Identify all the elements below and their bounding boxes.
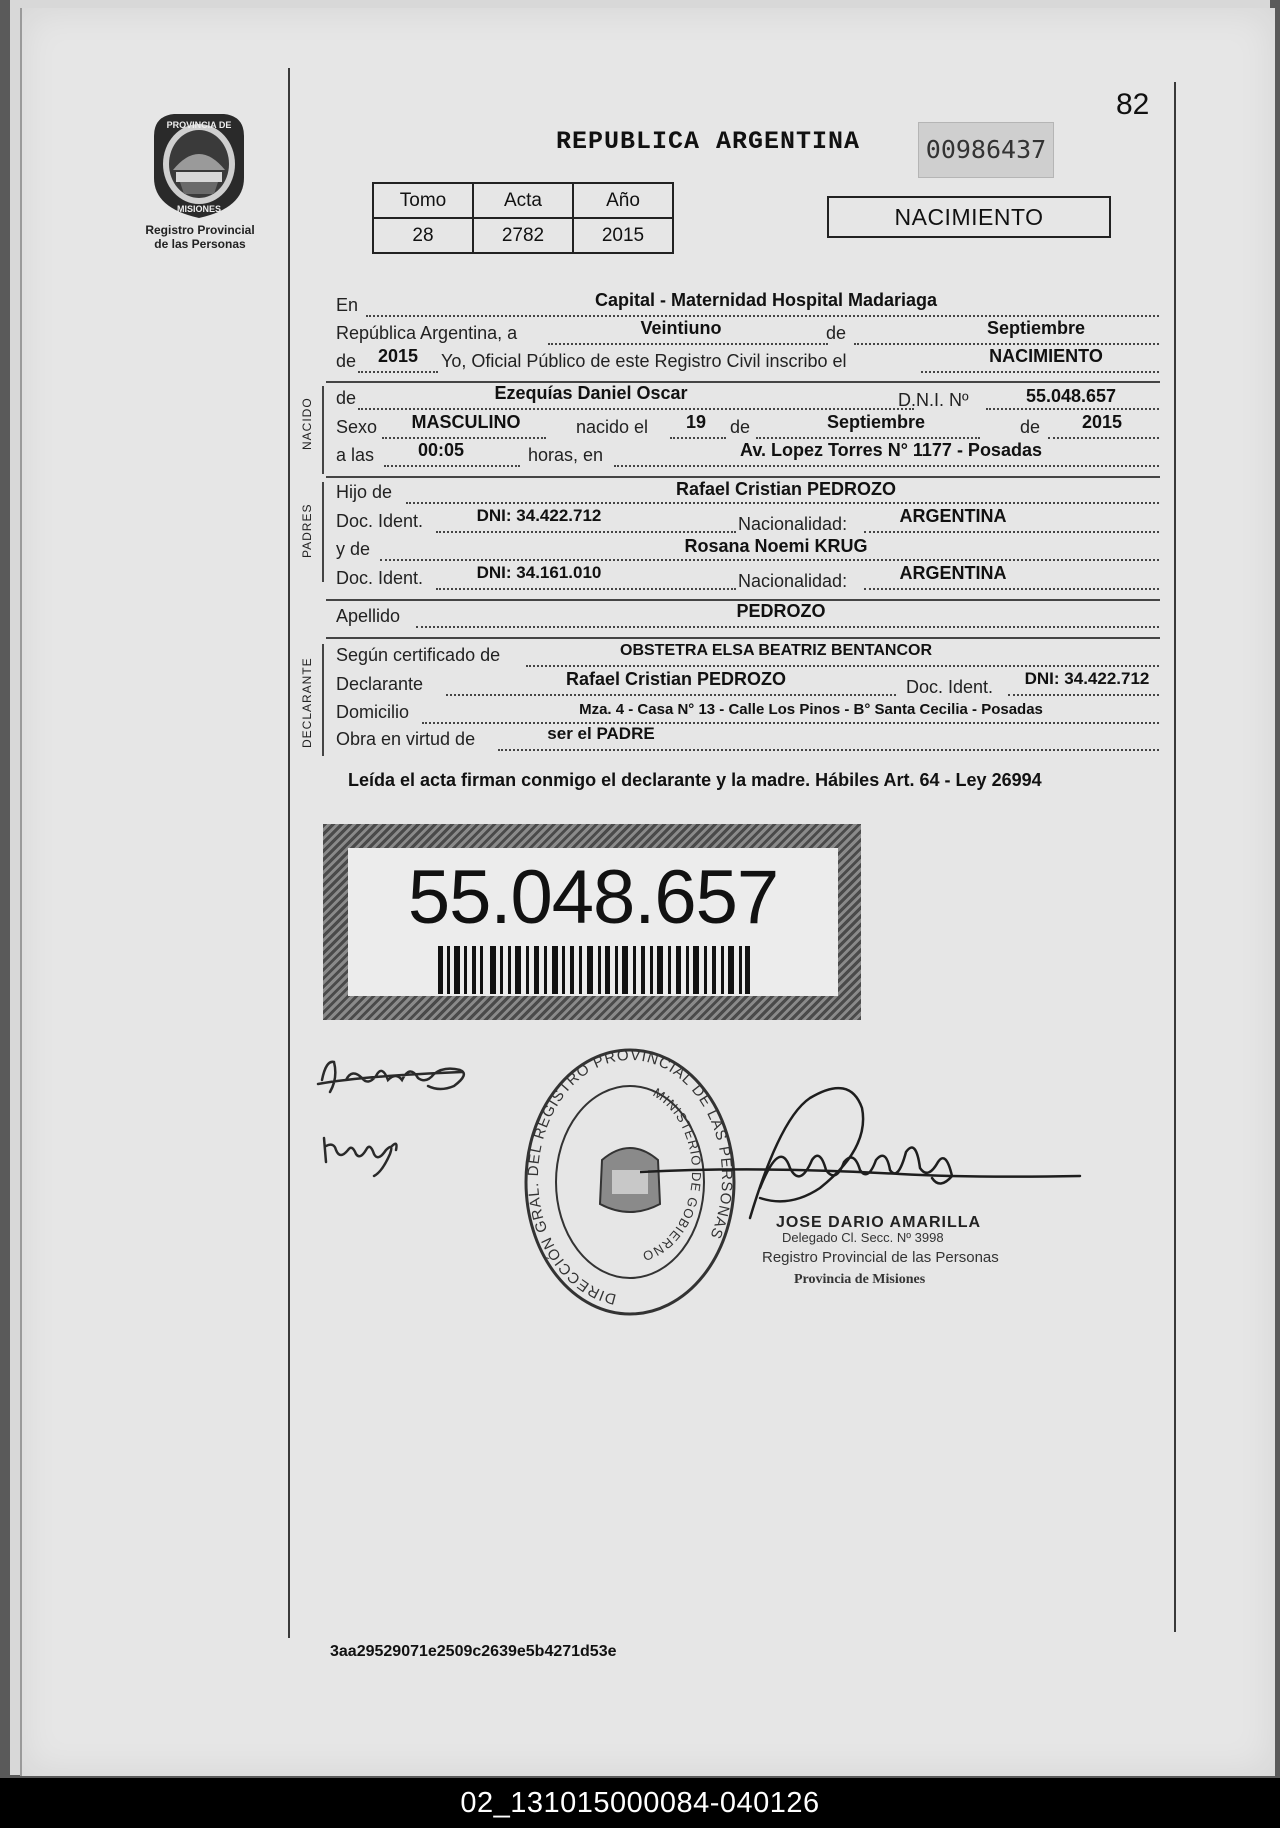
label-de2: de <box>336 351 357 371</box>
dotted-line <box>986 408 1159 410</box>
record-type-box: NACIMIENTO <box>827 196 1111 238</box>
value-padre-doc: DNI: 34.422.712 <box>476 506 602 525</box>
label-segun: Según certificado de <box>336 645 501 665</box>
logo-caption-line-2: de las Personas <box>154 237 246 251</box>
logo-caption <box>130 223 270 251</box>
row-oficial <box>336 346 1159 377</box>
dotted-line <box>854 343 1159 345</box>
label-de: de <box>826 323 847 343</box>
label-oficial: Yo, Oficial Público de este Registro Civil inscribo el <box>441 351 847 371</box>
dni-stamp <box>323 824 861 1020</box>
value-padre: Rafael Cristian PEDROZO <box>675 479 897 499</box>
row-madre-doc <box>336 563 1159 594</box>
section-label-padres: PADRES <box>300 503 314 558</box>
label-apellido: Apellido <box>336 606 401 626</box>
seal-outer-text: DIRECCIÓN GRAL. DEL REGISTRO PROVINCIAL DE LAS PERSONAS <box>524 1046 736 1308</box>
value-declarante: Rafael Cristian PEDROZO <box>565 669 787 689</box>
signatures-left <box>312 1050 482 1180</box>
value-madre: Rosana Noemi KRUG <box>684 536 868 556</box>
value-nacido-mes: Septiembre <box>826 412 926 432</box>
record-table-value-acta: 2782 <box>473 218 573 253</box>
label-horas-en: horas, en <box>528 445 604 465</box>
label-nacido-el: nacido el <box>576 417 649 437</box>
dotted-line <box>1008 694 1159 696</box>
officer-org: Registro Provincial de las Personas <box>762 1249 999 1266</box>
value-apellido: PEDROZO <box>736 601 826 621</box>
right-margin-line <box>1174 82 1176 1632</box>
dotted-line <box>446 694 896 696</box>
left-margin-line <box>288 68 290 1638</box>
file-name-footer: 02_131015000084-040126 <box>0 1778 1280 1828</box>
section-label-nacido: NACIDO <box>300 397 314 450</box>
value-direccion: Av. Lopez Torres N° 1177 - Posadas <box>740 440 1042 460</box>
value-mes: Septiembre <box>986 318 1086 338</box>
value-lugar: Capital - Maternidad Hospital Madariaga <box>594 290 938 310</box>
record-table-value-anio: 2015 <box>573 218 673 253</box>
value-nacido-anio: 2015 <box>1081 412 1123 432</box>
record-table-header-row <box>373 183 673 218</box>
dotted-line <box>1048 437 1159 439</box>
section-bar-nacido <box>322 386 324 474</box>
dotted-line <box>614 465 1159 467</box>
logo-caption-line-1: Registro Provincial <box>145 223 255 237</box>
dotted-line <box>526 665 1159 667</box>
dotted-line <box>358 371 438 373</box>
value-nombre: Ezequías Daniel Oscar <box>494 383 688 403</box>
label-sexo: Sexo <box>336 417 378 437</box>
value-madre-doc: DNI: 34.161.010 <box>476 563 602 582</box>
value-certificado: OBSTETRA ELSA BEATRIZ BENTANCOR <box>620 642 932 659</box>
dotted-line <box>436 588 736 590</box>
seal-inner-text: MINISTERIO DE GOBIERNO <box>639 1084 705 1265</box>
record-table-value-row <box>373 218 673 253</box>
label-de-nacido: de <box>336 388 357 408</box>
row-padre-doc <box>336 506 1159 537</box>
dotted-line <box>384 465 520 467</box>
dotted-line <box>358 408 914 410</box>
label-dni-no: D.N.I. Nº <box>898 390 969 410</box>
dotted-line <box>864 588 1159 590</box>
row-apellido <box>336 601 1159 632</box>
section-label-declarante: DECLARANTE <box>300 657 314 748</box>
dotted-line <box>670 437 726 439</box>
row-hora <box>336 440 1159 471</box>
row-y-de <box>336 536 1159 565</box>
signature-1-icon <box>318 1062 464 1092</box>
value-domicilio: Mza. 4 - Casa N° 13 - Calle Los Pinos - B° Santa Cecilia - Posadas <box>579 701 1043 718</box>
dotted-line <box>864 531 1159 533</box>
value-declarante-doc: DNI: 34.422.712 <box>1024 669 1150 688</box>
value-padre-nac: ARGENTINA <box>899 506 1007 526</box>
closing-text: Leída el acta firman conmigo el declarante y la madre. Hábiles Art. 64 - Ley 26994 <box>348 770 1042 790</box>
value-sexo: MASCULINO <box>411 412 521 432</box>
emblem-ring-bottom: MISIONES <box>176 204 222 214</box>
dotted-line <box>382 437 546 439</box>
label-nacionalidad: Nacionalidad: <box>738 514 848 534</box>
serial-number: 00986437 <box>918 122 1054 178</box>
record-table-header-tomo: Tomo <box>373 183 473 218</box>
section-bar-padres <box>322 482 324 582</box>
document-hash: 3aa29529071e2509c2639e5b4271d53e <box>330 1643 617 1660</box>
page-number: 82 <box>1116 88 1150 121</box>
label-a-las: a las <box>336 445 375 465</box>
dotted-line <box>756 437 980 439</box>
label-en: En <box>336 295 359 315</box>
row-segun <box>336 642 1159 671</box>
dotted-line <box>380 559 1159 561</box>
record-table <box>372 182 674 254</box>
signature-2-icon <box>324 1138 397 1176</box>
row-hijo-de <box>336 479 1159 508</box>
section-bar-declarante <box>322 644 324 756</box>
dni-stamp-label <box>348 848 838 996</box>
far-left-edge-line <box>20 8 22 1776</box>
dotted-line <box>436 531 736 533</box>
label-de-mes: de <box>730 417 751 437</box>
value-dia: Veintiuno <box>640 318 722 338</box>
label-doc-ident: Doc. Ident. <box>336 511 424 531</box>
record-table-header-anio: Año <box>573 183 673 218</box>
section-rule <box>326 637 1160 639</box>
dni-stamp-number: 55.048.657 <box>407 855 779 940</box>
label-y-de: y de <box>336 539 371 559</box>
value-tipo: NACIMIENTO <box>989 346 1103 366</box>
label-doc-ident-3: Doc. Ident. <box>906 677 994 697</box>
record-table-value-tomo: 28 <box>373 218 473 253</box>
value-obra: ser el PADRE <box>547 724 655 743</box>
barcode-icon <box>438 946 750 994</box>
label-obra: Obra en virtud de <box>336 729 476 749</box>
record-table-header-acta: Acta <box>473 183 573 218</box>
province-emblem-icon <box>146 108 252 220</box>
dotted-line <box>366 315 1159 317</box>
value-madre-nac: ARGENTINA <box>899 563 1007 583</box>
row-declarante <box>336 669 1159 700</box>
value-dni: 55.048.657 <box>1025 386 1117 406</box>
label-nacionalidad-2: Nacionalidad: <box>738 571 848 591</box>
officer-province: Provincia de Misiones <box>794 1272 926 1287</box>
dotted-line <box>921 371 1159 373</box>
value-hora: 00:05 <box>417 440 465 460</box>
country-title: REPUBLICA ARGENTINA <box>556 127 861 156</box>
row-obra <box>336 724 1159 755</box>
emblem-ring-top: PROVINCIA DE <box>166 120 232 130</box>
label-hijo-de: Hijo de <box>336 482 393 502</box>
row-nombre <box>336 383 1159 414</box>
dotted-line <box>498 749 1159 751</box>
value-nacido-dia: 19 <box>685 412 707 432</box>
label-republica: República Argentina, a <box>336 323 518 343</box>
dotted-line <box>548 343 828 345</box>
row-domicilio <box>336 702 1159 728</box>
label-declarante: Declarante <box>336 674 424 694</box>
value-anio: 2015 <box>377 346 419 366</box>
label-domicilio: Domicilio <box>336 702 410 722</box>
label-doc-ident-2: Doc. Ident. <box>336 568 424 588</box>
label-de-anio: de <box>1020 417 1041 437</box>
officer-role: Delegado Cl. Secc. Nº 3998 <box>782 1230 944 1245</box>
dotted-line <box>406 502 1159 504</box>
dotted-line <box>416 626 1159 628</box>
officer-name: JOSE DARIO AMARILLA <box>776 1214 982 1231</box>
section-rule <box>326 476 1160 478</box>
